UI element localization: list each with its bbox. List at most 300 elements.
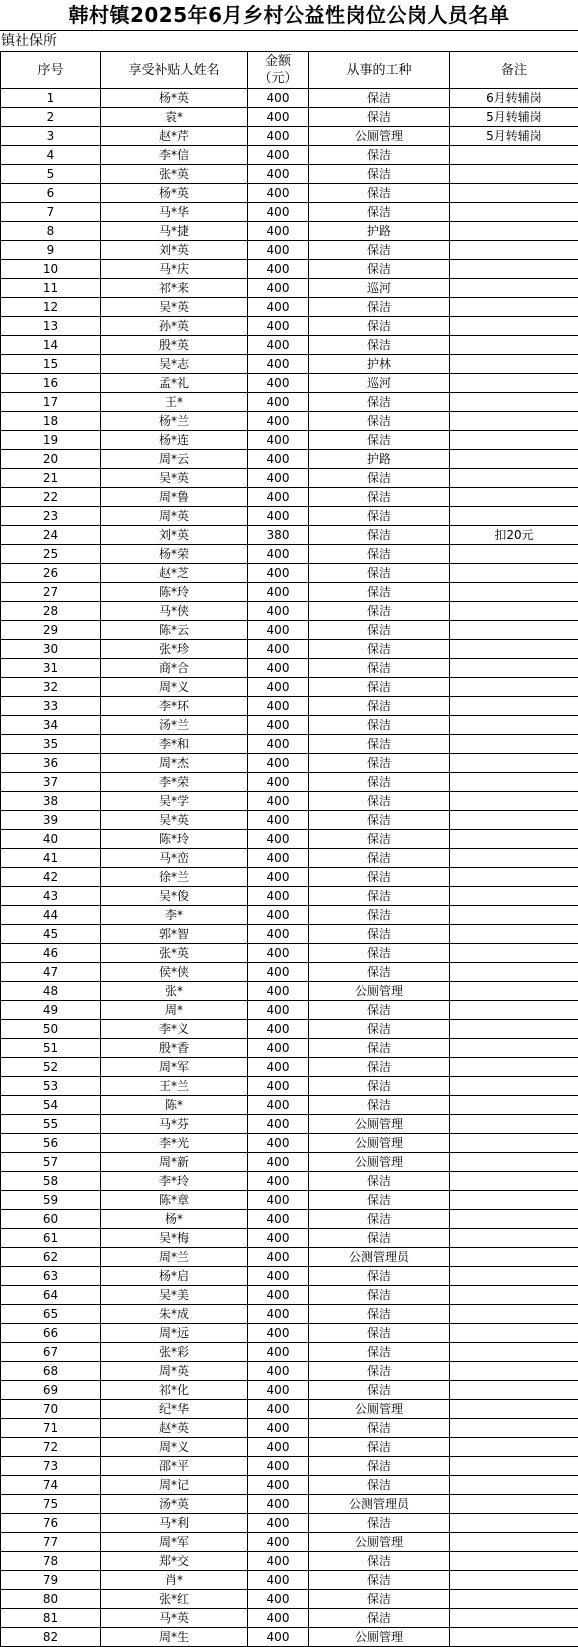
cell-amount: 400 [248, 868, 309, 887]
cell-amount: 400 [248, 1552, 309, 1571]
cell-amount: 400 [248, 1039, 309, 1058]
cell-note [450, 184, 578, 203]
table-row [1, 640, 578, 659]
cell-note [450, 488, 578, 507]
cell-seq: 82 [1, 1628, 101, 1647]
cell-note: 扣20元 [450, 526, 578, 545]
cell-job: 护林 [309, 355, 450, 374]
cell-amount: 400 [248, 222, 309, 241]
cell-job: 保洁 [309, 165, 450, 184]
cell-job: 保洁 [309, 830, 450, 849]
cell-name: 李*和 [101, 735, 248, 754]
cell-note [450, 1438, 578, 1457]
cell-name: 杨* [101, 1210, 248, 1229]
cell-amount: 400 [248, 1305, 309, 1324]
cell-seq: 62 [1, 1248, 101, 1267]
cell-amount: 400 [248, 583, 309, 602]
cell-seq: 31 [1, 659, 101, 678]
cell-seq: 42 [1, 868, 101, 887]
cell-name: 孟*礼 [101, 374, 248, 393]
cell-name: 陈* [101, 1096, 248, 1115]
cell-name: 王*兰 [101, 1077, 248, 1096]
cell-name: 陈*云 [101, 621, 248, 640]
cell-amount: 400 [248, 678, 309, 697]
cell-name: 李*信 [101, 146, 248, 165]
cell-amount: 400 [248, 393, 309, 412]
cell-name: 李*荣 [101, 773, 248, 792]
table-row [1, 374, 578, 393]
cell-note [450, 1115, 578, 1134]
cell-job: 保洁 [309, 944, 450, 963]
cell-job: 公测管理员 [309, 1248, 450, 1267]
cell-amount: 400 [248, 887, 309, 906]
cell-note [450, 374, 578, 393]
cell-note [450, 697, 578, 716]
cell-job: 保洁 [309, 640, 450, 659]
cell-job: 保洁 [309, 925, 450, 944]
table-row [1, 355, 578, 374]
cell-name: 汤*兰 [101, 716, 248, 735]
cell-job: 保洁 [309, 1381, 450, 1400]
table-row [1, 849, 578, 868]
cell-amount: 400 [248, 108, 309, 127]
cell-seq: 75 [1, 1495, 101, 1514]
cell-seq: 4 [1, 146, 101, 165]
cell-job: 保洁 [309, 488, 450, 507]
cell-name: 马*芬 [101, 1115, 248, 1134]
cell-amount: 400 [248, 336, 309, 355]
table-row [1, 1115, 578, 1134]
cell-note [450, 1381, 578, 1400]
cell-name: 吴*英 [101, 298, 248, 317]
cell-amount: 400 [248, 1115, 309, 1134]
header-seq: 序号 [1, 52, 101, 89]
cell-note [450, 469, 578, 488]
cell-name: 马*庆 [101, 260, 248, 279]
cell-amount: 400 [248, 1248, 309, 1267]
table-row [1, 1362, 578, 1381]
cell-seq: 27 [1, 583, 101, 602]
cell-amount: 400 [248, 450, 309, 469]
cell-seq: 48 [1, 982, 101, 1001]
cell-seq: 18 [1, 412, 101, 431]
cell-job: 保洁 [309, 241, 450, 260]
cell-note [450, 450, 578, 469]
cell-seq: 64 [1, 1286, 101, 1305]
cell-job: 保洁 [309, 792, 450, 811]
cell-amount: 400 [248, 925, 309, 944]
cell-job: 保洁 [309, 621, 450, 640]
cell-seq: 14 [1, 336, 101, 355]
cell-amount: 400 [248, 469, 309, 488]
cell-seq: 66 [1, 1324, 101, 1343]
cell-amount: 400 [248, 279, 309, 298]
cell-job: 公测管理员 [309, 1495, 450, 1514]
cell-job: 保洁 [309, 1229, 450, 1248]
table-row [1, 1609, 578, 1628]
table-row [1, 1457, 578, 1476]
cell-name: 陈*玲 [101, 830, 248, 849]
cell-name: 赵*英 [101, 1419, 248, 1438]
cell-amount: 400 [248, 507, 309, 526]
cell-job: 护路 [309, 450, 450, 469]
cell-note [450, 1286, 578, 1305]
cell-job: 保洁 [309, 412, 450, 431]
cell-amount: 400 [248, 830, 309, 849]
cell-job: 保洁 [309, 184, 450, 203]
table-row [1, 450, 578, 469]
cell-job: 保洁 [309, 146, 450, 165]
header-amount [248, 52, 309, 89]
cell-note [450, 1571, 578, 1590]
cell-seq: 56 [1, 1134, 101, 1153]
cell-seq: 3 [1, 127, 101, 146]
cell-job: 保洁 [309, 1362, 450, 1381]
cell-note [450, 1609, 578, 1628]
table-row [1, 488, 578, 507]
cell-job: 保洁 [309, 773, 450, 792]
cell-seq: 61 [1, 1229, 101, 1248]
cell-note [450, 260, 578, 279]
cell-note [450, 849, 578, 868]
cell-note [450, 1514, 578, 1533]
cell-seq: 69 [1, 1381, 101, 1400]
cell-job: 巡河 [309, 279, 450, 298]
cell-amount: 400 [248, 602, 309, 621]
cell-note [450, 545, 578, 564]
cell-seq: 72 [1, 1438, 101, 1457]
cell-amount: 400 [248, 1020, 309, 1039]
table-header-row [1, 52, 578, 89]
table-row [1, 1286, 578, 1305]
cell-name: 马*侠 [101, 602, 248, 621]
table-row [1, 602, 578, 621]
cell-name: 杨*兰 [101, 412, 248, 431]
cell-seq: 79 [1, 1571, 101, 1590]
table-row [1, 716, 578, 735]
cell-name: 吴*学 [101, 792, 248, 811]
table-row [1, 982, 578, 1001]
cell-seq: 68 [1, 1362, 101, 1381]
cell-name: 马*英 [101, 1609, 248, 1628]
roster-table [0, 51, 578, 1647]
cell-note [450, 241, 578, 260]
cell-note [450, 640, 578, 659]
cell-seq: 39 [1, 811, 101, 830]
cell-note [450, 1134, 578, 1153]
cell-job: 公厕管理 [309, 1115, 450, 1134]
cell-job: 保洁 [309, 868, 450, 887]
cell-job: 保洁 [309, 849, 450, 868]
table-row [1, 1153, 578, 1172]
cell-note [450, 279, 578, 298]
cell-job: 保洁 [309, 583, 450, 602]
table-row [1, 735, 578, 754]
cell-amount: 400 [248, 716, 309, 735]
cell-note [450, 298, 578, 317]
cell-seq: 43 [1, 887, 101, 906]
cell-job: 保洁 [309, 1438, 450, 1457]
cell-seq: 41 [1, 849, 101, 868]
cell-amount: 400 [248, 906, 309, 925]
cell-name: 孙*英 [101, 317, 248, 336]
cell-note: 6月转辅岗 [450, 89, 578, 108]
cell-amount: 400 [248, 564, 309, 583]
cell-name: 周*军 [101, 1533, 248, 1552]
table-row [1, 754, 578, 773]
cell-seq: 32 [1, 678, 101, 697]
cell-name: 杨*荣 [101, 545, 248, 564]
cell-name: 吴*英 [101, 469, 248, 488]
table-row [1, 469, 578, 488]
cell-seq: 44 [1, 906, 101, 925]
cell-amount: 400 [248, 1514, 309, 1533]
cell-job: 保洁 [309, 564, 450, 583]
cell-seq: 63 [1, 1267, 101, 1286]
cell-seq: 6 [1, 184, 101, 203]
cell-name: 吴*英 [101, 811, 248, 830]
table-row [1, 697, 578, 716]
cell-note: 5月转辅岗 [450, 108, 578, 127]
table-row [1, 298, 578, 317]
cell-seq: 67 [1, 1343, 101, 1362]
cell-amount: 400 [248, 1001, 309, 1020]
cell-seq: 38 [1, 792, 101, 811]
table-row [1, 1039, 578, 1058]
cell-seq: 49 [1, 1001, 101, 1020]
cell-seq: 29 [1, 621, 101, 640]
cell-seq: 50 [1, 1020, 101, 1039]
cell-amount: 400 [248, 1438, 309, 1457]
cell-amount: 380 [248, 526, 309, 545]
cell-amount: 400 [248, 1400, 309, 1419]
cell-amount: 400 [248, 811, 309, 830]
cell-amount: 400 [248, 697, 309, 716]
cell-seq: 35 [1, 735, 101, 754]
cell-amount: 400 [248, 1153, 309, 1172]
cell-job: 保洁 [309, 1571, 450, 1590]
cell-job: 保洁 [309, 1096, 450, 1115]
cell-job: 保洁 [309, 260, 450, 279]
table-row [1, 1628, 578, 1647]
cell-note [450, 355, 578, 374]
cell-job: 保洁 [309, 1552, 450, 1571]
table-row [1, 1191, 578, 1210]
cell-note [450, 1457, 578, 1476]
cell-seq: 15 [1, 355, 101, 374]
cell-amount: 400 [248, 298, 309, 317]
cell-seq: 25 [1, 545, 101, 564]
cell-job: 保洁 [309, 1020, 450, 1039]
cell-amount: 400 [248, 963, 309, 982]
cell-name: 李*光 [101, 1134, 248, 1153]
cell-note [450, 754, 578, 773]
cell-name: 张*彩 [101, 1343, 248, 1362]
table-row [1, 1552, 578, 1571]
cell-amount: 400 [248, 1628, 309, 1647]
cell-note [450, 431, 578, 450]
cell-note [450, 773, 578, 792]
table-row [1, 1134, 578, 1153]
cell-note [450, 792, 578, 811]
cell-note [450, 1058, 578, 1077]
cell-amount: 400 [248, 146, 309, 165]
cell-seq: 17 [1, 393, 101, 412]
cell-amount: 400 [248, 355, 309, 374]
cell-job: 保洁 [309, 678, 450, 697]
cell-amount: 400 [248, 1058, 309, 1077]
cell-job: 保洁 [309, 1514, 450, 1533]
cell-name: 赵*芹 [101, 127, 248, 146]
table-row [1, 1381, 578, 1400]
cell-amount: 400 [248, 621, 309, 640]
cell-seq: 12 [1, 298, 101, 317]
cell-job: 保洁 [309, 1267, 450, 1286]
cell-name: 李*环 [101, 697, 248, 716]
table-row [1, 165, 578, 184]
cell-name: 商*合 [101, 659, 248, 678]
cell-seq: 70 [1, 1400, 101, 1419]
cell-job: 保洁 [309, 1210, 450, 1229]
table-row [1, 545, 578, 564]
table-row [1, 944, 578, 963]
cell-name: 马*利 [101, 1514, 248, 1533]
cell-amount: 400 [248, 792, 309, 811]
cell-name: 杨*英 [101, 184, 248, 203]
table-row [1, 127, 578, 146]
cell-name: 张*英 [101, 165, 248, 184]
cell-job: 保洁 [309, 1343, 450, 1362]
cell-name: 李*义 [101, 1020, 248, 1039]
cell-name: 陈*章 [101, 1191, 248, 1210]
table-row [1, 1571, 578, 1590]
cell-amount: 400 [248, 1229, 309, 1248]
cell-job: 保洁 [309, 1419, 450, 1438]
table-row [1, 1476, 578, 1495]
cell-name: 朱*成 [101, 1305, 248, 1324]
cell-seq: 10 [1, 260, 101, 279]
cell-note [450, 811, 578, 830]
table-row [1, 1210, 578, 1229]
table-row [1, 393, 578, 412]
cell-amount: 400 [248, 1457, 309, 1476]
cell-seq: 21 [1, 469, 101, 488]
cell-job: 保洁 [309, 1058, 450, 1077]
cell-amount: 400 [248, 1571, 309, 1590]
table-row [1, 830, 578, 849]
table-row [1, 241, 578, 260]
cell-job: 保洁 [309, 298, 450, 317]
table-row [1, 963, 578, 982]
cell-amount: 400 [248, 1172, 309, 1191]
cell-amount: 400 [248, 1343, 309, 1362]
table-row [1, 222, 578, 241]
cell-amount: 400 [248, 640, 309, 659]
cell-note [450, 1400, 578, 1419]
cell-job: 保洁 [309, 507, 450, 526]
table-row [1, 868, 578, 887]
cell-job: 保洁 [309, 89, 450, 108]
cell-seq: 34 [1, 716, 101, 735]
cell-job: 公厕管理 [309, 1533, 450, 1552]
table-body [1, 89, 578, 1647]
cell-seq: 26 [1, 564, 101, 583]
cell-note [450, 963, 578, 982]
header-amount-line1: 金额 [265, 54, 291, 69]
cell-seq: 76 [1, 1514, 101, 1533]
cell-amount: 400 [248, 165, 309, 184]
table-row [1, 1248, 578, 1267]
table-row [1, 184, 578, 203]
cell-seq: 33 [1, 697, 101, 716]
cell-job: 保洁 [309, 887, 450, 906]
cell-name: 周*鲁 [101, 488, 248, 507]
cell-name: 周* [101, 1001, 248, 1020]
cell-job: 保洁 [309, 393, 450, 412]
cell-seq: 58 [1, 1172, 101, 1191]
table-row [1, 925, 578, 944]
cell-name: 袁* [101, 108, 248, 127]
table-row [1, 792, 578, 811]
cell-note [450, 564, 578, 583]
cell-amount: 400 [248, 203, 309, 222]
table-row [1, 336, 578, 355]
cell-job: 保洁 [309, 906, 450, 925]
cell-name: 刘*英 [101, 241, 248, 260]
cell-job: 保洁 [309, 735, 450, 754]
table-row [1, 1077, 578, 1096]
cell-job: 保洁 [309, 1305, 450, 1324]
cell-note [450, 659, 578, 678]
cell-seq: 13 [1, 317, 101, 336]
cell-note [450, 393, 578, 412]
cell-amount: 400 [248, 1096, 309, 1115]
cell-seq: 23 [1, 507, 101, 526]
cell-amount: 400 [248, 1191, 309, 1210]
cell-seq: 8 [1, 222, 101, 241]
table-row [1, 1324, 578, 1343]
cell-job: 保洁 [309, 336, 450, 355]
cell-job: 保洁 [309, 602, 450, 621]
cell-job: 保洁 [309, 1286, 450, 1305]
cell-name: 周*生 [101, 1628, 248, 1647]
cell-note [450, 146, 578, 165]
cell-job: 保洁 [309, 716, 450, 735]
cell-name: 周*远 [101, 1324, 248, 1343]
cell-amount: 400 [248, 488, 309, 507]
table-row [1, 1419, 578, 1438]
cell-name: 刘*英 [101, 526, 248, 545]
cell-amount: 400 [248, 944, 309, 963]
cell-job: 保洁 [309, 317, 450, 336]
table-row [1, 1533, 578, 1552]
cell-seq: 40 [1, 830, 101, 849]
cell-note [450, 1552, 578, 1571]
cell-note [450, 1628, 578, 1647]
cell-job: 保洁 [309, 659, 450, 678]
table-row [1, 1590, 578, 1609]
cell-seq: 51 [1, 1039, 101, 1058]
cell-seq: 78 [1, 1552, 101, 1571]
cell-amount: 400 [248, 1324, 309, 1343]
cell-seq: 74 [1, 1476, 101, 1495]
cell-name: 张*红 [101, 1590, 248, 1609]
cell-job: 公厕管理 [309, 1153, 450, 1172]
cell-amount: 400 [248, 412, 309, 431]
cell-amount: 400 [248, 754, 309, 773]
cell-note [450, 868, 578, 887]
header-note: 备注 [450, 52, 578, 89]
